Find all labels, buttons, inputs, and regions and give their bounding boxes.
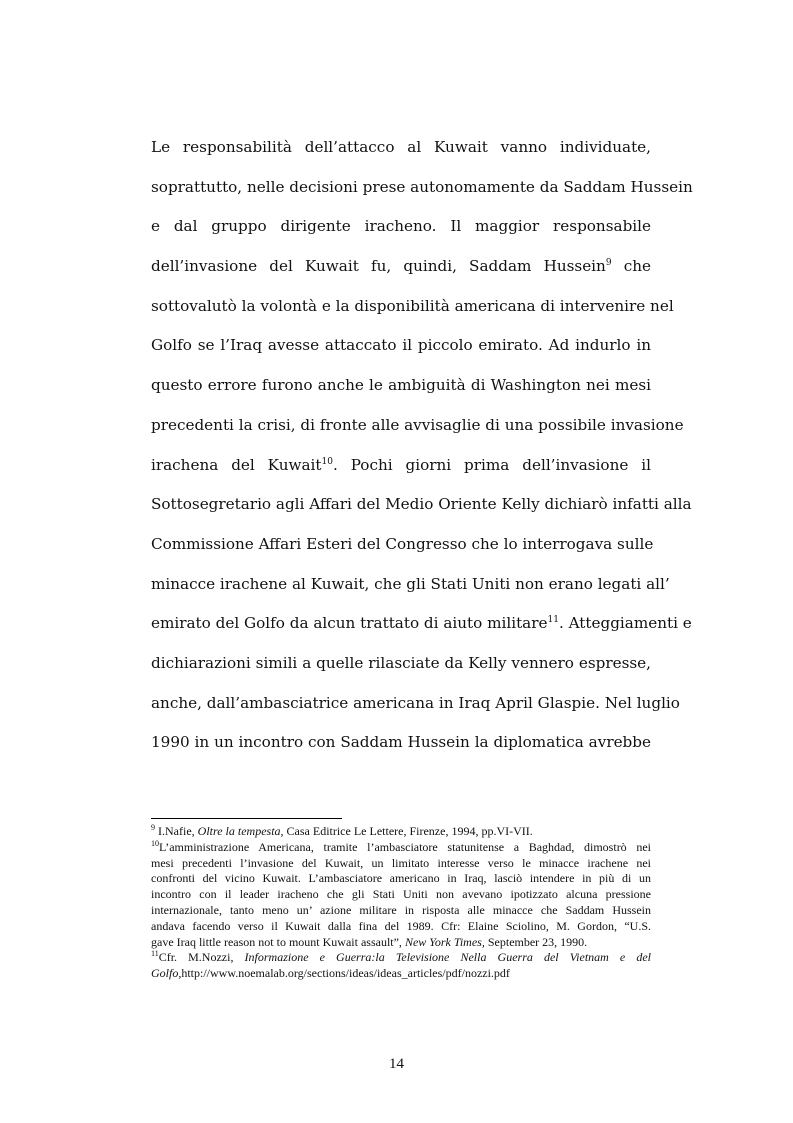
footnote-ref[interactable]: 9	[605, 258, 612, 268]
body-line: precedenti la crisi, di fronte alle avvisaglie di una possibile invasione	[151, 415, 684, 434]
body-line: soprattutto, nelle decisioni prese autonomamente da Saddam Hussein	[151, 177, 693, 196]
footnote-line: confronti del vicino Kuwait. L’ambasciatore americano in Iraq, lasciò intendere in più di un	[151, 871, 651, 886]
footnote-title: Golfo,	[151, 966, 182, 981]
footnote-11	[151, 950, 651, 982]
footnote-10	[151, 840, 651, 951]
footnote-text: Cfr. M.Nozzi,	[158, 950, 245, 965]
footnote-journal: New York Times,	[404, 934, 485, 949]
footnote-separator	[151, 818, 342, 819]
footnote-line	[151, 824, 651, 840]
footnote-ref[interactable]: 11	[547, 615, 559, 626]
footnote-line: andava facendo verso il Kuwait dalla fina del 1989. Cfr: Elaine Sciolino, M. Gordon, “U.S.	[151, 918, 651, 933]
footnote-ref[interactable]: 10	[321, 456, 333, 467]
footnote-text: L’amministrazione Americana, tramite l’ambasciatore statunitense a Baghdad, dimostrò nei	[159, 839, 651, 854]
footnote-title: Oltre la tempesta,	[197, 824, 284, 838]
body-line-text: dell’invasione del Kuwait fu, quindi, Saddam Hussein	[151, 257, 606, 276]
footnote-author: I.Nafie,	[155, 824, 198, 838]
footnote-line: internazionale, tanto meno un’ azione militare in risposta alle minacce che Saddam Hussein	[151, 902, 651, 917]
body-line: Sottosegretario agli Affari del Medio Oriente Kelly dichiarò infatti alla	[151, 495, 692, 514]
footnote-line	[151, 950, 651, 966]
footnote-marker: 9	[151, 823, 155, 832]
body-line: anche, dall’ambasciatrice americana in Iraq April Glaspie. Nel luglio	[151, 693, 680, 712]
footnote-title: Informazione e Guerra:la Televisione Nella Guerra del Vietnam e del	[244, 950, 651, 965]
footnotes	[151, 824, 651, 982]
body-line: dichiarazioni simili a quelle rilasciate da Kelly vennero espresse,	[151, 653, 651, 672]
body-line: 1990 in un incontro con Saddam Hussein la diplomatica avrebbe	[151, 733, 651, 752]
body-line: Golfo se l’Iraq avesse attaccato il piccolo emirato. Ad indurlo in	[151, 336, 651, 355]
page-number: 14	[389, 1056, 404, 1072]
main-paragraph	[151, 128, 693, 763]
body-line-tail: che	[623, 257, 652, 276]
footnote-9	[151, 824, 651, 840]
footnote-rest: Casa Editrice Le Lettere, Firenze, 1994, pp.VI-VII.	[283, 824, 533, 838]
body-line-text: irachena del Kuwait	[151, 455, 322, 474]
body-line	[151, 604, 692, 644]
body-line: questo errore furono anche le ambiguità di Washington nei mesi	[151, 376, 651, 395]
footnote-text: gave Iraq little reason not to mount Kuwait assault”,	[151, 934, 405, 949]
footnote-url[interactable]: http://www.noemalab.org/sections/ideas/ideas_articles/pdf/nozzi.pdf	[181, 966, 510, 981]
body-line-tail: . Atteggiamenti e	[558, 614, 692, 633]
footnote-line	[151, 840, 651, 856]
body-line	[151, 446, 651, 486]
body-line: e dal gruppo dirigente iracheno. Il maggior responsabile	[151, 217, 651, 236]
footnote-line	[151, 935, 651, 951]
body-line: Commissione Affari Esteri del Congresso che lo interrogava sulle	[151, 534, 654, 553]
body-line: Le responsabilità dell’attacco al Kuwait vanno individuate,	[151, 138, 651, 156]
body-line-text: emirato del Golfo da alcun trattato di aiuto militare	[151, 614, 548, 633]
body-line: sottovalutò la volontà e la disponibilità americana di intervenire nel	[151, 296, 674, 315]
footnote-line: mesi precedenti l’invasione del Kuwait, un limitato interesse verso le minacce irachene nei	[151, 855, 651, 870]
footnote-text: September 23, 1990.	[484, 934, 588, 949]
body-line-tail: . Pochi giorni prima dell’invasione il	[332, 455, 651, 474]
footnote-line: incontro con il leader iracheno che gli Stati Uniti non avevano ipotizzato alcuna pressione	[151, 887, 651, 902]
body-line: minacce irachene al Kuwait, che gli Stati Uniti non erano legati all’	[151, 574, 670, 593]
footnote-marker: 10	[151, 838, 159, 848]
footnote-marker: 11	[151, 949, 159, 959]
footnote-line	[151, 966, 651, 982]
body-line	[151, 247, 651, 287]
